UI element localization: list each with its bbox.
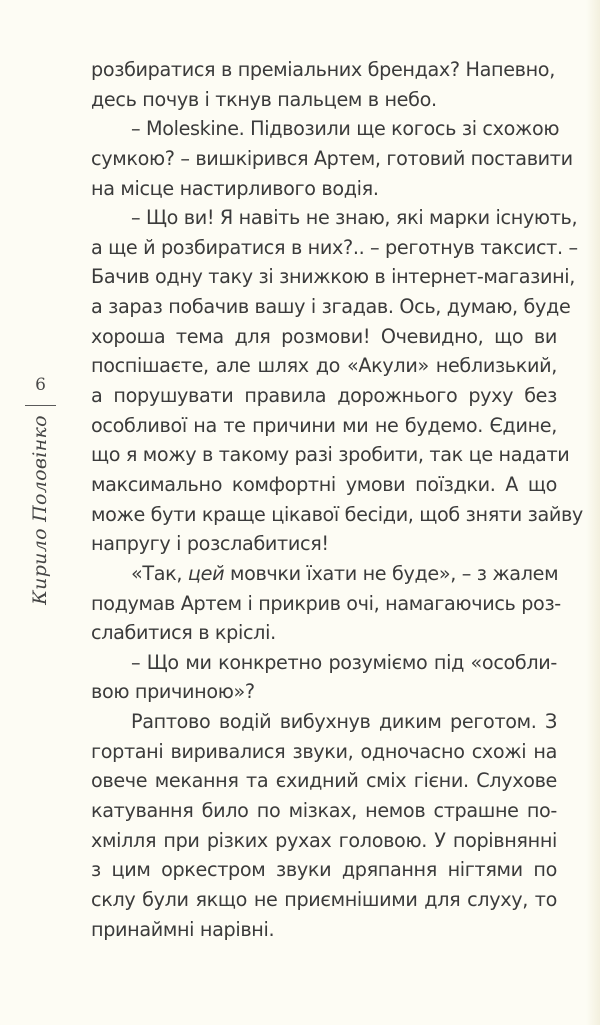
text-line: хороша тема для розмови! Очевидно, що ви [91,324,557,348]
text-line: що я можу в такому разі зробити, так це надати [91,443,570,467]
page-edge-shadow [586,0,600,1025]
folio-divider-rule [25,405,56,406]
body-text [91,55,583,944]
text-line: вою причиною»? [91,680,255,704]
text-line: слабитися в кріслі. [91,621,276,645]
text-line: особливої на те причини ми не будемо. Єдине, [91,413,557,437]
text-line: Раптово водій вибухнув диким реготом. З [131,710,557,734]
text-line: десь почув і ткнув пальцем в небо. [91,87,437,111]
text-line [91,559,557,589]
text-line: напругу і розслабитися! [91,532,329,556]
text-line: а зараз побачив вашу і згадав. Ось, думаю, буде [91,295,571,319]
text-line: гортані виривалися звуки, одночасно схожі на [91,739,557,763]
text-line: – Що ми конкретно розуміємо під «особли- [131,650,557,674]
text-line: катування било по мізках, немов страшне по- [91,799,557,823]
text-line: – Moleskine. Підвозили ще когось зі схожою [131,117,560,141]
text-line: може бути краще цікавої бесіди, щоб зняти зайву [91,502,583,526]
page-number: 6 [35,375,46,395]
text-line: на місце настирливого водія. [91,176,379,200]
text-line: подумав Артем і прикрив очі, намагаючись роз- [91,591,561,615]
text-line: максимально комфортні умови поїздки. А що [91,472,557,496]
text-line: розбиратися в преміальних брендах? Напевно, [91,58,555,81]
text-line: склу були якщо не приємнішими для слуху, то [91,887,557,911]
running-head-author: Кирило Половінко [29,415,51,605]
text-line: сумкою? – вишкірився Артем, готовий поставити [91,146,573,170]
text-line: принаймні нарівні. [91,917,275,941]
text-line: з цим оркестром звуки дряпання нігтями по [91,858,557,882]
text-line: Бачив одну таку зі знижкою в інтернет-магазині, [91,265,575,289]
text-line: хмілля при різких рухах головою. У порівнянні [91,828,557,852]
text-fragment: «Так, [131,561,188,585]
italic-emphasis: цей [187,561,225,585]
text-line: а ще й розбиратися в них?.. – реготнув таксист. – [91,235,578,259]
text-line: овече мекання та єхидний сміх гієни. Слухове [91,769,557,793]
text-line: а порушувати правила дорожнього руху без [91,384,557,408]
text-line: – Що ви! Я навіть не знаю, які марки існують, [131,206,578,230]
text-fragment: мовчки їхати не буде», – з жалем [224,561,559,585]
text-line: поспішаєте, але шлях до «Акули» неблизький, [91,354,557,378]
